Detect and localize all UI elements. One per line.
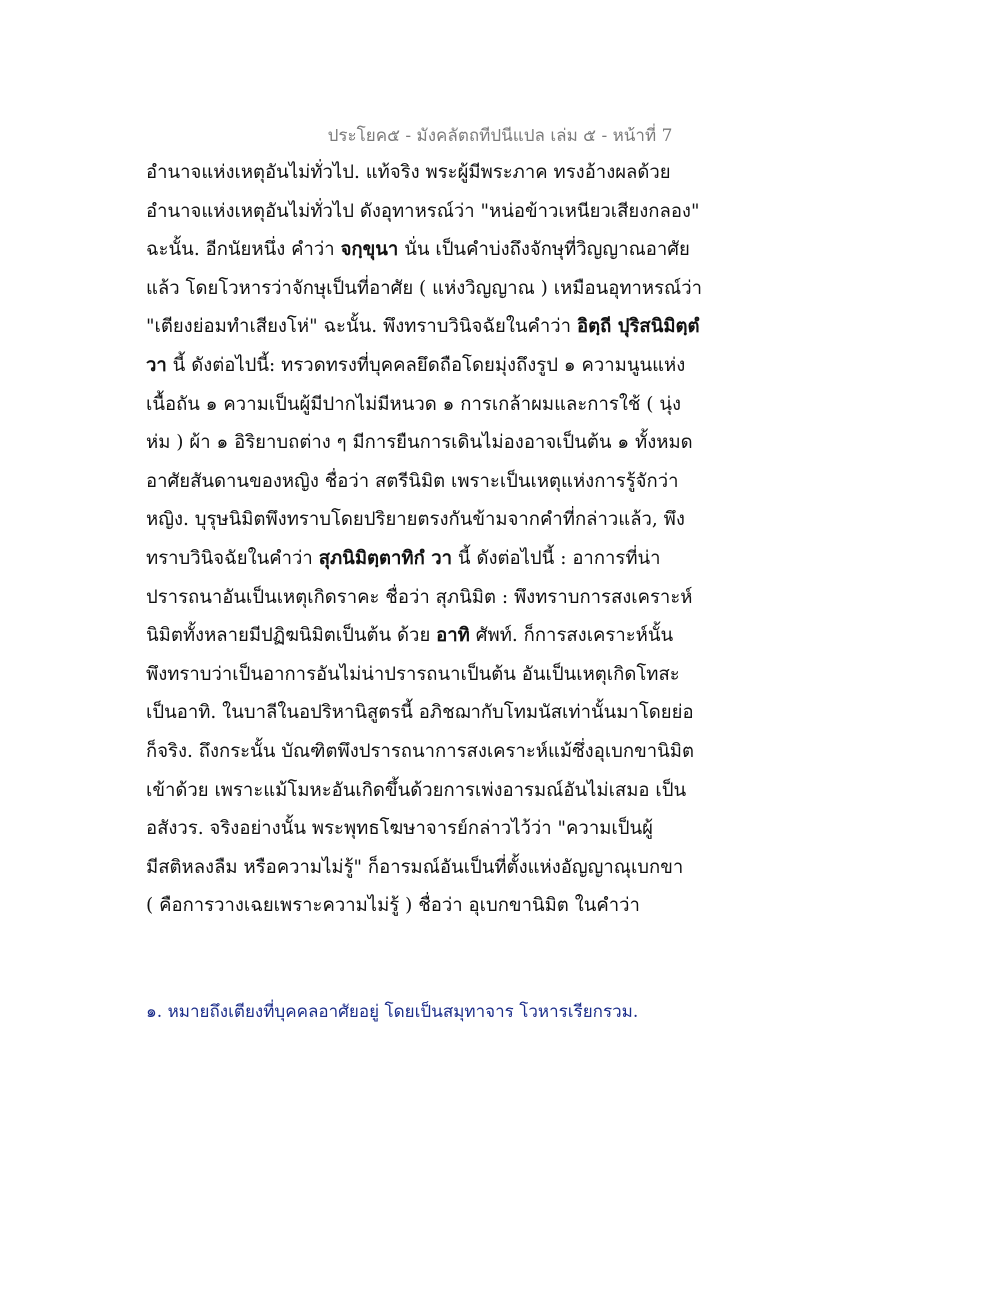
- footnote: ๑. หมายถึงเตียงที่บุคคลอาศัยอยู่ โดยเป็นสมุทาจาร โวหารเรียกรวม.: [146, 1002, 639, 1022]
- text-line: อาศัยสันดานของหญิง ชื่อว่า สตรีนิมิต เพราะเป็นเหตุแห่งการรู้จักว่า: [146, 470, 679, 492]
- text-line: "เตียงย่อมทำเสียงโห่" ฉะนั้น. พึงทราบวินิจฉัยในคำว่า อิตฺถี ปุริสนิมิตฺตํ: [146, 316, 700, 338]
- pali-term: สุภนิมิตฺตาทิกํ วา: [318, 547, 453, 569]
- pali-term: วา: [146, 354, 167, 376]
- text-line: นิมิตทั้งหลายมีปฏิฆนิมิตเป็นต้น ด้วย อาทิ ศัพท์. ก็การสงเคราะห์นั้น: [146, 625, 674, 647]
- body-text: [146, 154, 726, 926]
- text-line: เป็นอาทิ. ในบาลีในอปริหานิสูตรนี้ อภิชฌากับโทมนัสเท่านั้นมาโดยย่อ: [146, 702, 694, 724]
- text-line: แล้ว โดยโวหารว่าจักษุเป็นที่อาศัย ( แห่งวิญญาณ ) เหมือนอุทาหรณ์ว่า: [146, 277, 702, 299]
- text-line: หญิง. บุรุษนิมิตพึงทราบโดยปริยายตรงกันข้ามจากคำที่กล่าวแล้ว, พึง: [146, 509, 685, 531]
- text-line: พึงทราบว่าเป็นอาการอันไม่น่าปรารถนาเป็นต้น อันเป็นเหตุเกิดโทสะ: [146, 663, 680, 685]
- text-line: ห่ม ) ผ้า ๑ อิริยาบถต่าง ๆ มีการยืนการเดินไม่องอาจเป็นต้น ๑ ทั้งหมด: [146, 432, 693, 454]
- text-line: อำนาจแห่งเหตุอันไม่ทั่วไป. แท้จริง พระผู้มีพระภาค ทรงอ้างผลด้วย: [146, 162, 671, 183]
- text-line: เข้าด้วย เพราะแม้โมหะอันเกิดขึ้นด้วยการเพ่งอารมณ์อันไม่เสมอ เป็น: [146, 779, 687, 801]
- text-line: วา นี้ ดังต่อไปนี้: ทรวดทรงที่บุคคลยึดถือโดยมุ่งถึงรูป ๑ ความนูนแห่ง: [146, 354, 686, 376]
- text-line: อสังวร. จริงอย่างนั้น พระพุทธโฆษาจารย์กล่าวไว้ว่า "ความเป็นผู้: [146, 818, 653, 840]
- text-line: เนื้อถัน ๑ ความเป็นผู้มีปากไม่มีหนวด ๑ การเกล้าผมและการใช้ ( นุ่ง: [146, 393, 682, 415]
- text-line: อำนาจแห่งเหตุอันไม่ทั่วไป ดังอุทาหรณ์ว่า "หน่อข้าวเหนียวเสียงกลอง": [146, 200, 700, 222]
- pali-term: อาทิ: [436, 625, 470, 647]
- text-line: มีสติหลงลืม หรือความไม่รู้" ก็อารมณ์อันเป็นที่ตั้งแห่งอัญญาณุเบกขา: [146, 856, 684, 878]
- text-line: ( คือการวางเฉยเพราะความไม่รู้ ) ชื่อว่า อุเบกขานิมิต ในคำว่า: [146, 895, 640, 917]
- text-line: ปรารถนาอันเป็นเหตุเกิดราคะ ชื่อว่า สุภนิมิต : พึงทราบการสงเคราะห์: [146, 586, 693, 608]
- text-line: ฉะนั้น. อีกนัยหนึ่ง คำว่า จกฺขุนา นั่น เป็นคำบ่งถึงจักษุที่วิญญาณอาศัย: [146, 239, 690, 261]
- page-header: ประโยค๕ - มังคลัตถทีปนีแปล เล่ม ๕ - หน้าที่ 7: [327, 126, 673, 146]
- text-line: ทราบวินิจฉัยในคำว่า สุภนิมิตฺตาทิกํ วา นี้ ดังต่อไปนี้ : อาการที่น่า: [146, 547, 661, 569]
- pali-term: อิตฺถี ปุริสนิมิตฺตํ: [576, 316, 700, 338]
- pali-term: จกฺขุนา: [340, 239, 399, 261]
- text-line: ก็จริง. ถึงกระนั้น บัณฑิตพึงปรารถนาการสงเคราะห์แม้ซึ่งอุเบกขานิมิต: [146, 740, 694, 762]
